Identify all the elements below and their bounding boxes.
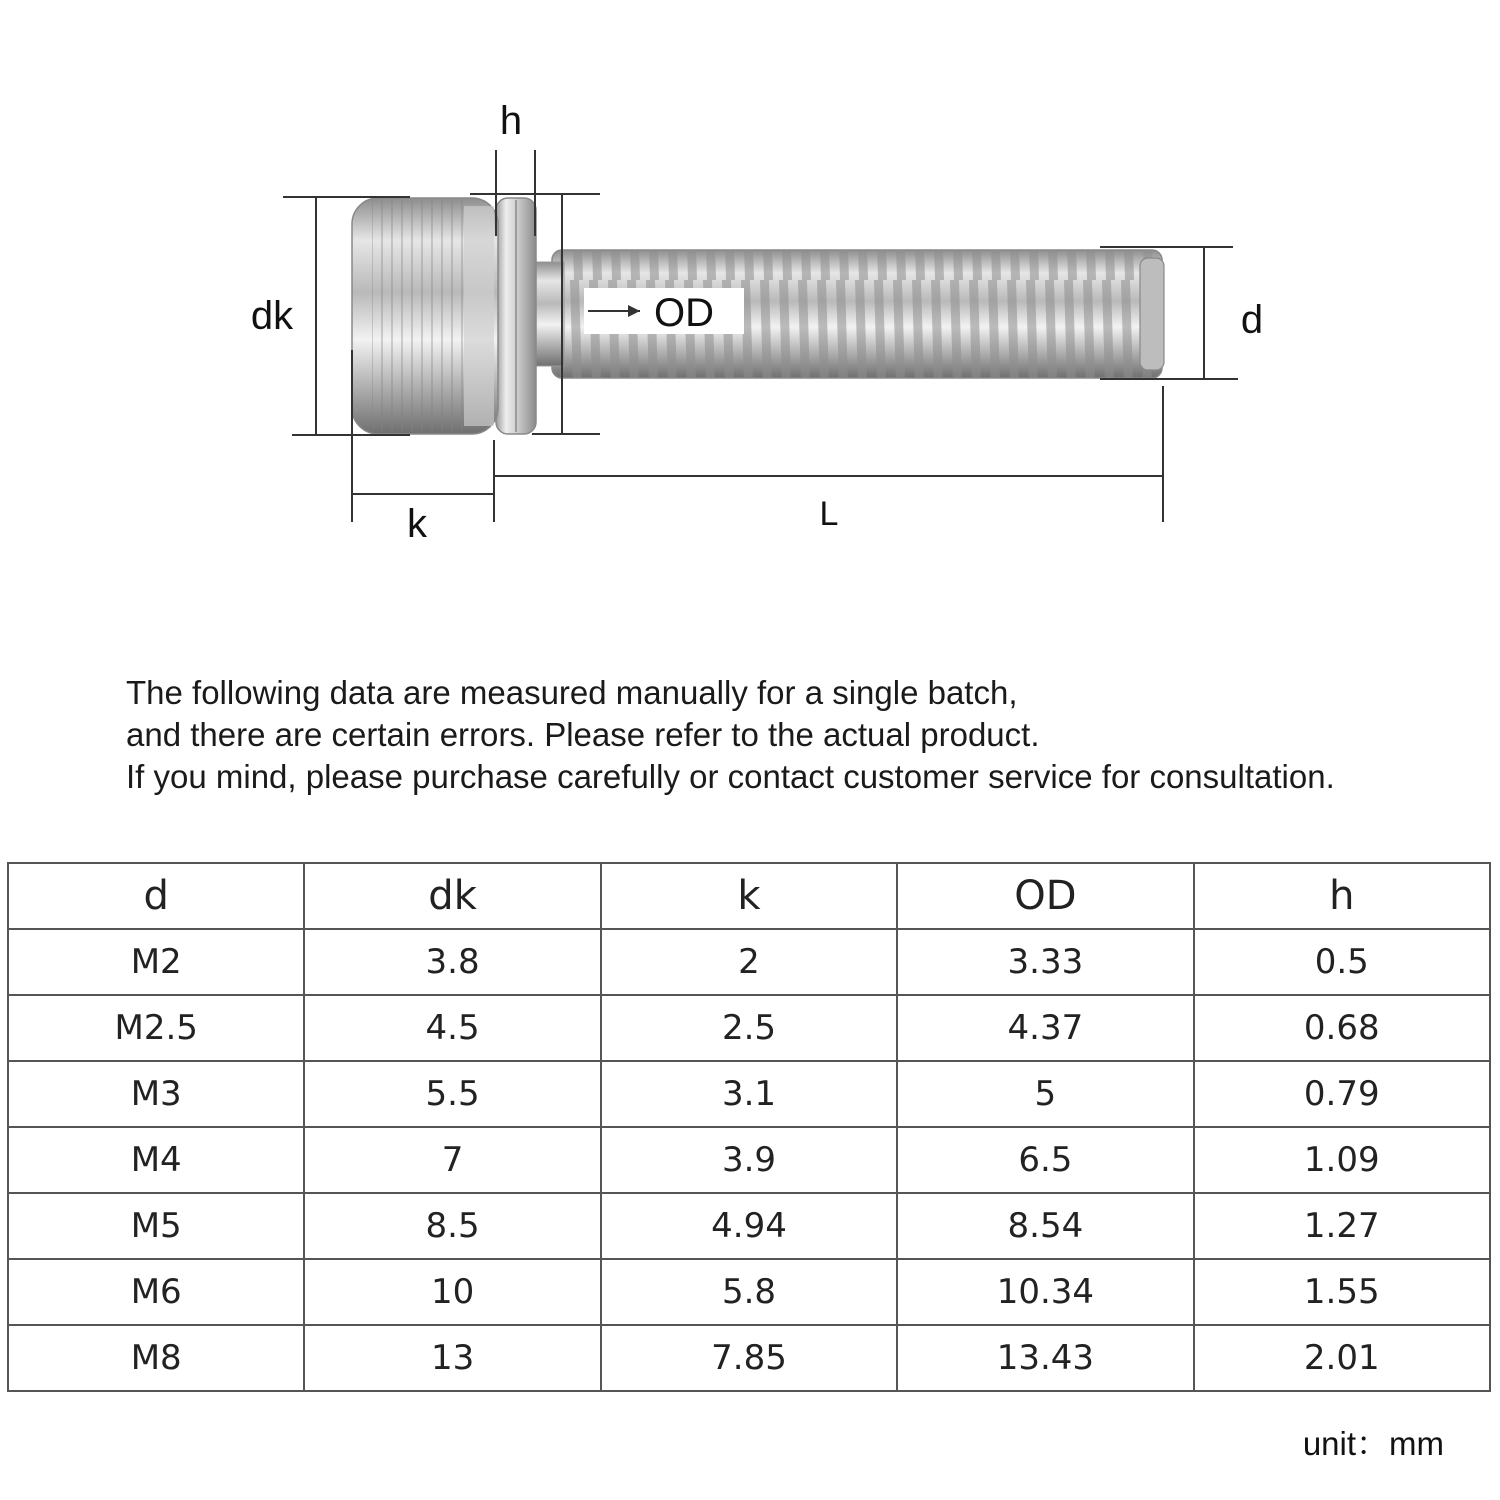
table-cell: M3	[8, 1061, 304, 1127]
table-cell: 1.27	[1194, 1193, 1490, 1259]
table-cell: 7	[304, 1127, 600, 1193]
table-cell: M6	[8, 1259, 304, 1325]
dim-label-l: L	[819, 495, 839, 533]
table-cell: 0.68	[1194, 995, 1490, 1061]
table-row	[8, 1127, 1490, 1193]
table-row	[8, 1061, 1490, 1127]
dim-label-k: k	[407, 502, 427, 546]
note-line: and there are certain errors. Please refer to the actual product.	[126, 716, 1040, 753]
table-row	[8, 995, 1490, 1061]
table-row	[8, 1259, 1490, 1325]
table-cell: M2	[8, 929, 304, 995]
table-cell: 10	[304, 1259, 600, 1325]
dim-label-dk: dk	[250, 294, 294, 338]
note-line: If you mind, please purchase carefully or contact customer service for consultation.	[126, 758, 1335, 795]
table-cell: M4	[8, 1127, 304, 1193]
table-cell: 3.8	[304, 929, 600, 995]
table-row	[8, 929, 1490, 995]
table-cell: 2.01	[1194, 1325, 1490, 1391]
dim-label-od: OD	[654, 291, 714, 335]
table-cell: 5	[897, 1061, 1193, 1127]
column-header-dk: dk	[304, 863, 600, 929]
table-cell: 4.5	[304, 995, 600, 1061]
dim-label-h: h	[499, 99, 523, 143]
column-header-d: d	[8, 863, 304, 929]
column-header-od: OD	[897, 863, 1193, 929]
table-cell: 1.55	[1194, 1259, 1490, 1325]
column-header-h: h	[1194, 863, 1490, 929]
table-cell: 2.5	[601, 995, 897, 1061]
table-cell: 3.9	[601, 1127, 897, 1193]
table-cell: 1.09	[1194, 1127, 1490, 1193]
table-cell: 10.34	[897, 1259, 1193, 1325]
dim-label-d: d	[1240, 298, 1264, 342]
table-cell: 8.5	[304, 1193, 600, 1259]
table-cell: 4.94	[601, 1193, 897, 1259]
table-cell: 5.5	[304, 1061, 600, 1127]
table-cell: 13.43	[897, 1325, 1193, 1391]
spec-table	[7, 862, 1491, 1392]
table-cell: 3.1	[601, 1061, 897, 1127]
measurement-note	[126, 672, 1486, 798]
table-cell: 0.79	[1194, 1061, 1490, 1127]
table-header-row	[8, 863, 1490, 929]
table-cell: 2	[601, 929, 897, 995]
column-header-k: k	[601, 863, 897, 929]
table-row	[8, 1325, 1490, 1391]
table-cell: 13	[304, 1325, 600, 1391]
spring-washer	[496, 198, 536, 434]
screw-dimension-diagram	[0, 0, 1500, 600]
table-cell: 6.5	[897, 1127, 1193, 1193]
table-cell: 5.8	[601, 1259, 897, 1325]
screw-head	[352, 198, 498, 434]
note-line: The following data are measured manually for a single batch,	[126, 674, 1018, 711]
unit-label: unit：mm	[1302, 1425, 1444, 1462]
table-cell: 8.54	[897, 1193, 1193, 1259]
table-cell: M2.5	[8, 995, 304, 1061]
table-cell: 4.37	[897, 995, 1193, 1061]
table-cell: M8	[8, 1325, 304, 1391]
table-row	[8, 1193, 1490, 1259]
table-cell: 0.5	[1194, 929, 1490, 995]
table-cell: 7.85	[601, 1325, 897, 1391]
table-cell: M5	[8, 1193, 304, 1259]
table-cell: 3.33	[897, 929, 1193, 995]
